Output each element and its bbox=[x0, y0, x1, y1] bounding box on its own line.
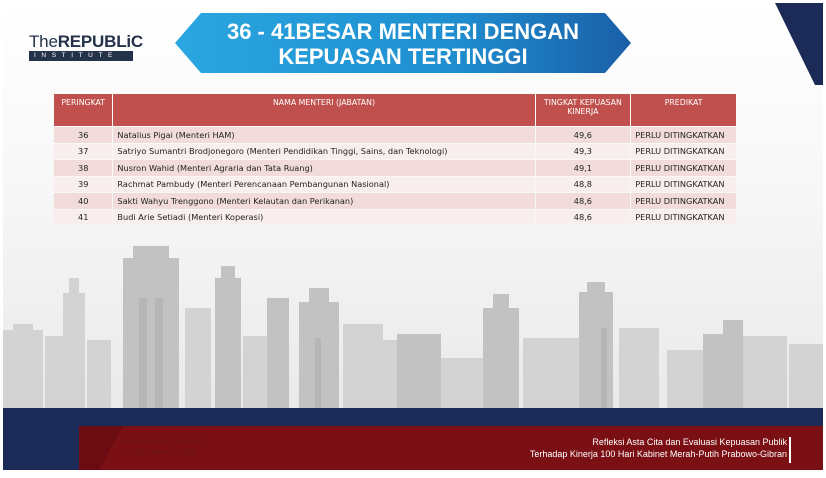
score-cell: 48,6 bbox=[536, 210, 631, 226]
footer-accent-bar bbox=[789, 437, 791, 463]
score-cell: 49,1 bbox=[536, 160, 631, 176]
table-row bbox=[54, 127, 736, 143]
slide bbox=[3, 3, 823, 470]
score-cell: 49,6 bbox=[536, 127, 631, 143]
minister-name-cell: Rachmat Pambudy (Menteri Perencanaan Pembangunan Nasional) bbox=[113, 177, 534, 193]
page-title: 36 - 41BESAR MENTERI DENGAN KEPUASAN TERTINGGI bbox=[226, 19, 580, 69]
predicate-cell: PERLU DITINGKATKAN bbox=[631, 210, 736, 226]
predicate-cell: PERLU DITINGKATKAN bbox=[631, 127, 736, 143]
column-header-predicate: PREDIKAT bbox=[631, 94, 736, 126]
column-header-name: NAMA MENTERI (JABATAN) bbox=[113, 94, 534, 126]
rank-cell: 40 bbox=[54, 193, 112, 209]
table-header-row bbox=[54, 94, 736, 126]
rank-cell: 38 bbox=[54, 160, 112, 176]
score-cell: 48,8 bbox=[536, 177, 631, 193]
rank-cell: 39 bbox=[54, 177, 112, 193]
the-republic-institute-logo: TheREPUBLiC INSTITUTE bbox=[29, 32, 143, 59]
table-row bbox=[54, 210, 736, 226]
minister-name-cell: Nusron Wahid (Menteri Agraria dan Tata Ruang) bbox=[113, 160, 534, 176]
corner-decoration bbox=[775, 3, 823, 85]
minister-name-cell: Satriyo Sumantri Brodjonegoro (Menteri Pendidikan Tinggi, Sains, dan Teknologi) bbox=[113, 144, 534, 160]
minister-ranking-table bbox=[53, 93, 737, 226]
title-banner bbox=[175, 13, 631, 73]
score-cell: 49,3 bbox=[536, 144, 631, 160]
table-row bbox=[54, 160, 736, 176]
table-row bbox=[54, 144, 736, 160]
minister-name-cell: Budi Arie Setiadi (Menteri Koperasi) bbox=[113, 210, 534, 226]
rank-cell: 41 bbox=[54, 210, 112, 226]
predicate-cell: PERLU DITINGKATKAN bbox=[631, 177, 736, 193]
rank-cell: 36 bbox=[54, 127, 112, 143]
table-row bbox=[54, 193, 736, 209]
predicate-cell: PERLU DITINGKATKAN bbox=[631, 144, 736, 160]
survey-info: Hasil Survei Nasional 10-25 Januari 2024 bbox=[123, 436, 204, 456]
minister-name-cell: Natalius Pigai (Menteri HAM) bbox=[113, 127, 534, 143]
score-cell: 48,6 bbox=[536, 193, 631, 209]
table-row bbox=[54, 177, 736, 193]
predicate-cell: PERLU DITINGKATKAN bbox=[631, 160, 736, 176]
predicate-cell: PERLU DITINGKATKAN bbox=[631, 193, 736, 209]
report-title: Refleksi Asta Cita dan Evaluasi Kepuasan Publik Terhadap Kinerja 100 Hari Kabinet Merah-Putih Prabowo-Gibran bbox=[529, 437, 787, 459]
column-header-satisfaction: TINGKAT KEPUASAN KINERJA bbox=[536, 94, 631, 126]
minister-name-cell: Sakti Wahyu Trenggono (Menteri Kelautan dan Perikanan) bbox=[113, 193, 534, 209]
rank-cell: 37 bbox=[54, 144, 112, 160]
column-header-rank: PERINGKAT bbox=[54, 94, 112, 126]
